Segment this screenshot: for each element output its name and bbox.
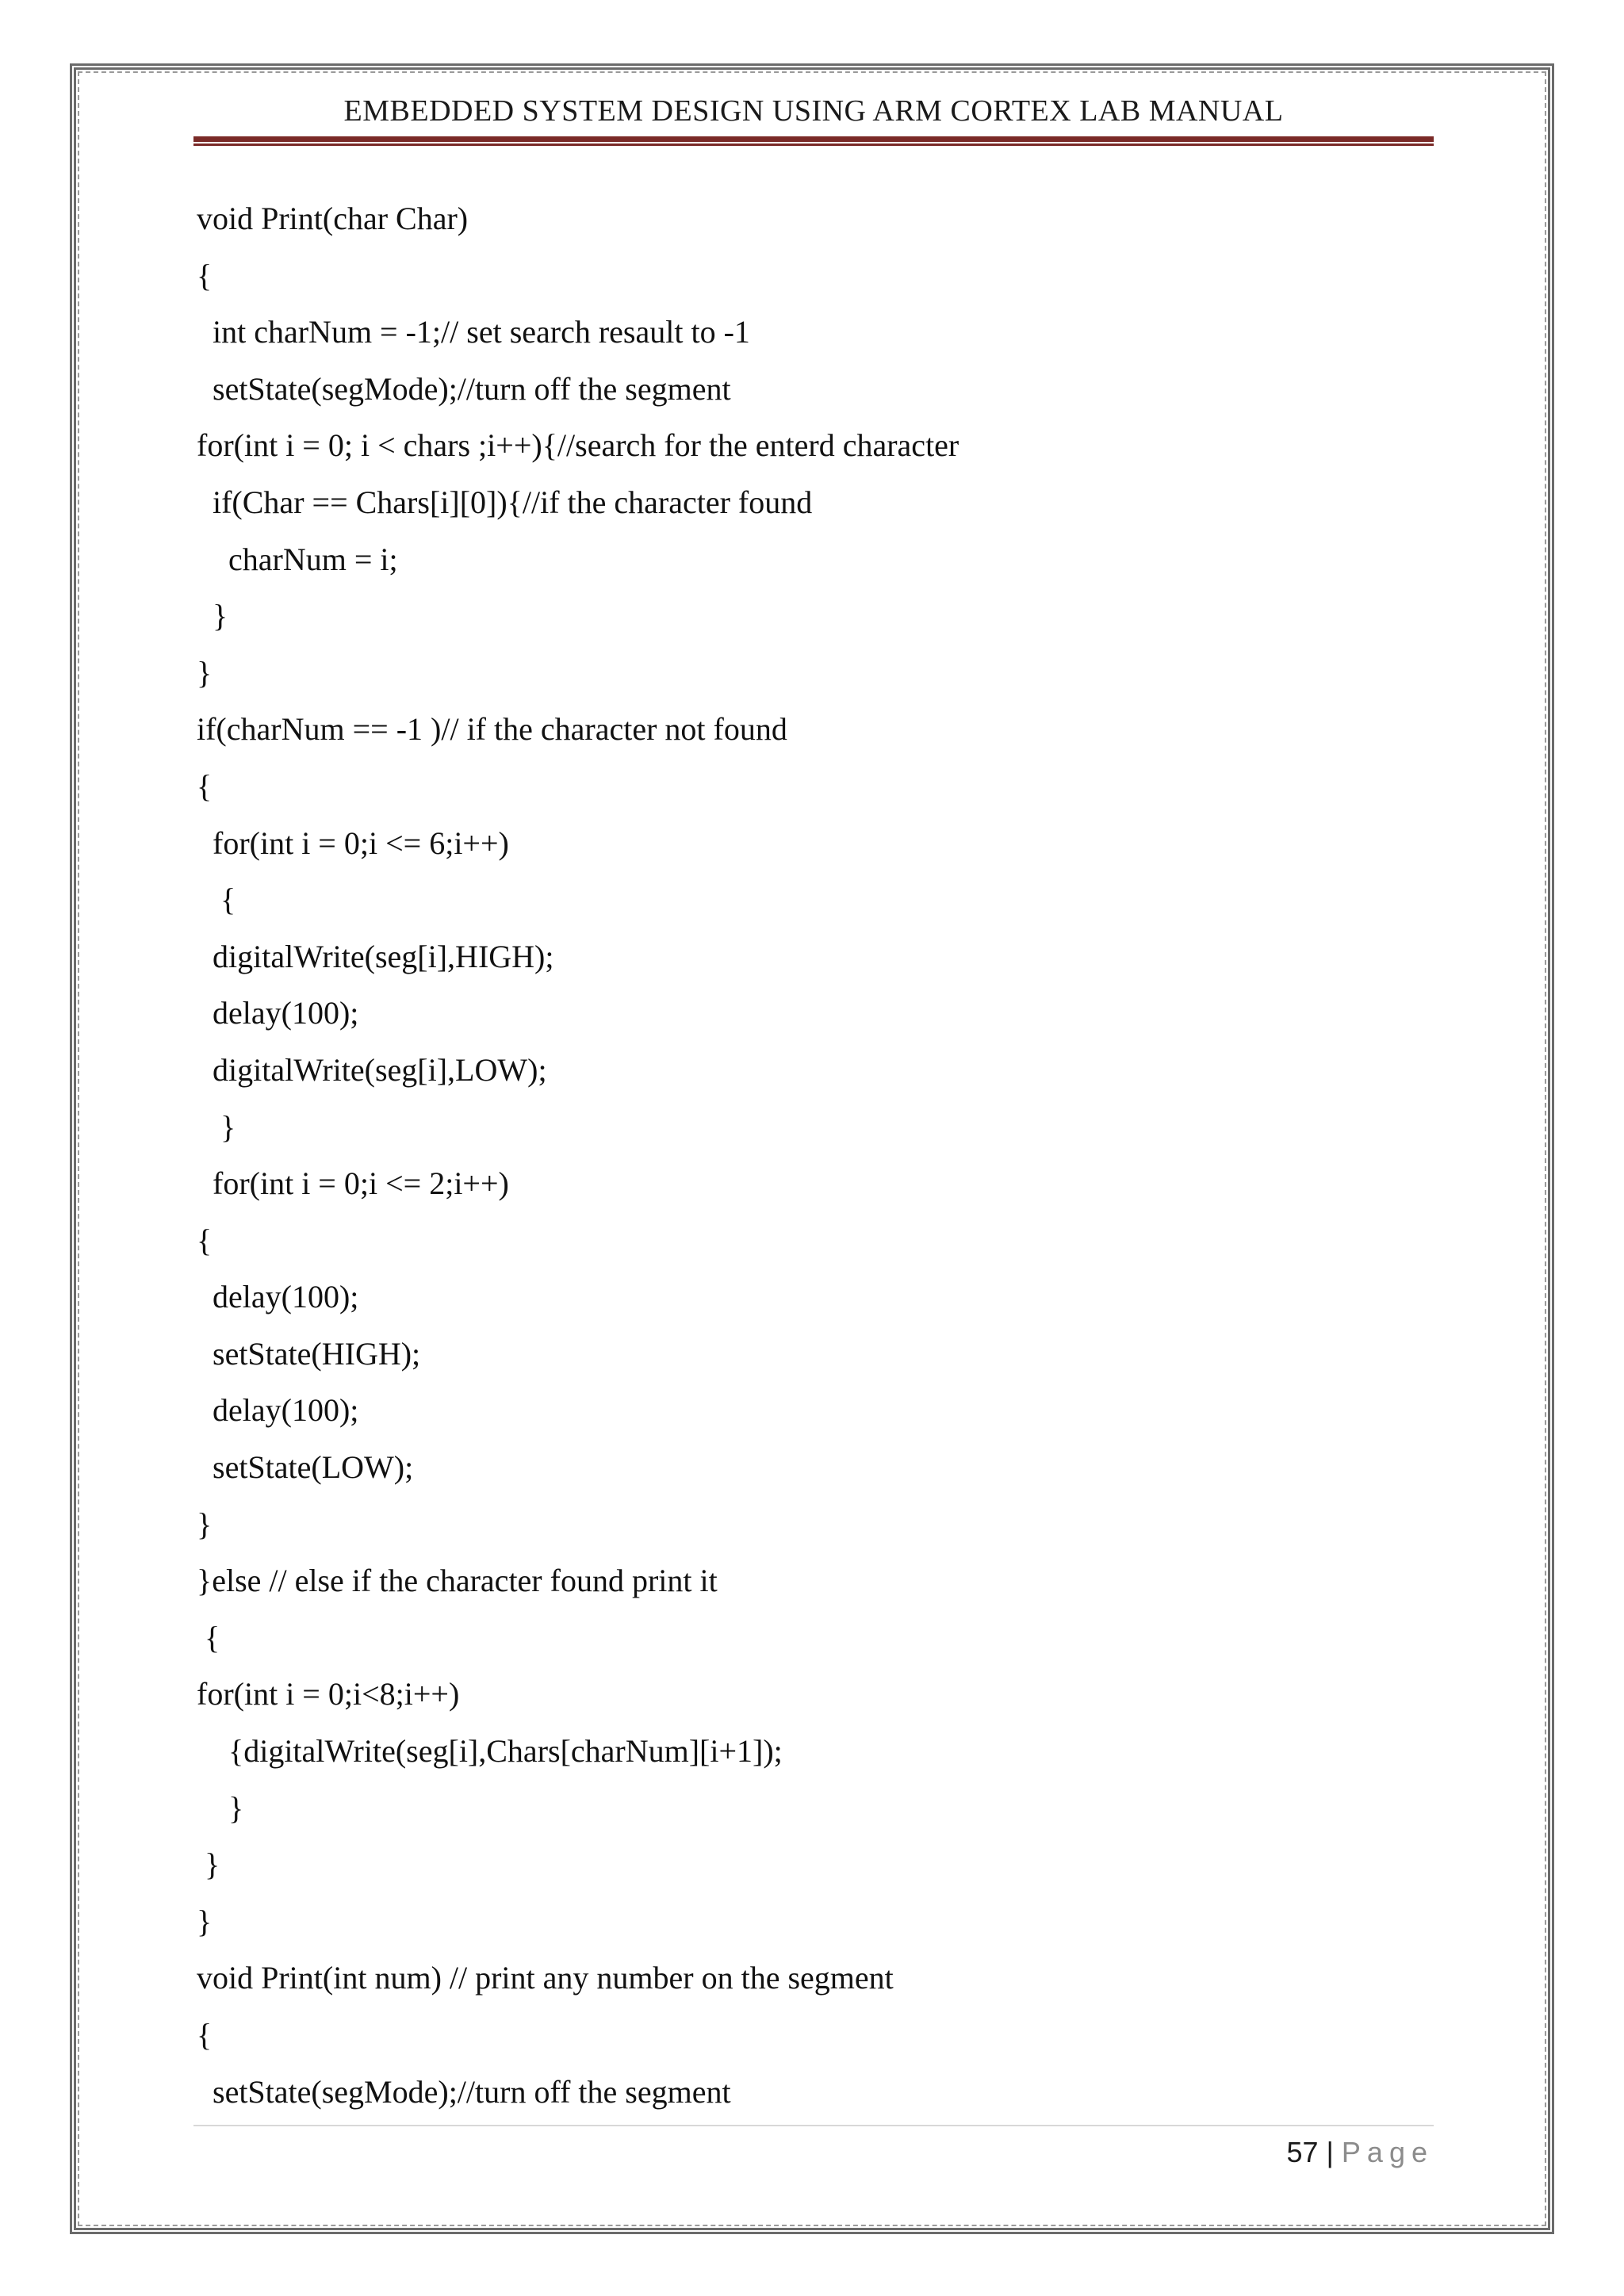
code-line: delay(100); <box>197 995 359 1031</box>
header-rule-thin <box>193 144 1434 146</box>
code-line: {digitalWrite(seg[i],Chars[charNum][i+1]); <box>197 1733 783 1770</box>
code-line: { <box>197 1619 220 1655</box>
code-line: setState(HIGH); <box>197 1335 421 1372</box>
code-line: delay(100); <box>197 1392 359 1429</box>
code-line: setState(segMode);//turn off the segment <box>197 2073 731 2110</box>
code-line: for(int i = 0;i<8;i++) <box>197 1676 460 1712</box>
code-line: setState(segMode);//turn off the segment <box>197 370 731 407</box>
page-separator: | <box>1326 2136 1334 2168</box>
code-line: void Print(int num) // print any number on the segment <box>197 1960 894 1996</box>
code-line: setState(LOW); <box>197 1449 414 1486</box>
code-line: { <box>197 257 213 293</box>
code-line: { <box>197 2017 213 2053</box>
code-line: } <box>197 1108 236 1145</box>
code-line: if(charNum == -1 )// if the character not found <box>197 711 787 748</box>
code-line: delay(100); <box>197 1279 359 1315</box>
code-line: { <box>197 1222 213 1258</box>
code-line: } <box>197 1903 213 1939</box>
page-footer <box>1286 2133 1434 2172</box>
code-line: { <box>197 882 236 918</box>
code-line: for(int i = 0; i < chars ;i++){//search for the enterd character <box>197 427 959 464</box>
code-line: charNum = i; <box>197 541 398 577</box>
code-line: } <box>197 654 213 691</box>
code-line: } <box>197 1846 220 1883</box>
code-listing <box>197 190 1434 2120</box>
code-line: }else // else if the character found print it <box>197 1563 718 1599</box>
code-line: { <box>197 767 213 804</box>
code-line: digitalWrite(seg[i],HIGH); <box>197 938 554 974</box>
code-line: for(int i = 0;i <= 2;i++) <box>197 1165 509 1202</box>
code-line: digitalWrite(seg[i],LOW); <box>197 1051 547 1088</box>
page-label: Page <box>1341 2136 1434 2168</box>
footer-rule <box>193 2125 1434 2126</box>
code-line: int charNum = -1;// set search resault to -1 <box>197 314 750 350</box>
code-line: } <box>197 1789 244 1826</box>
code-line: } <box>197 598 228 634</box>
header-rule <box>193 136 1434 146</box>
running-header: EMBEDDED SYSTEM DESIGN USING ARM CORTEX LAB MANUAL <box>343 94 1284 128</box>
code-line: } <box>197 1506 213 1542</box>
header-rule-thick <box>193 136 1434 142</box>
code-line: if(Char == Chars[i][0]){//if the character found <box>197 484 813 520</box>
page-number: 57 <box>1286 2136 1319 2168</box>
code-line: void Print(char Char) <box>197 201 469 236</box>
code-line: for(int i = 0;i <= 6;i++) <box>197 825 509 861</box>
